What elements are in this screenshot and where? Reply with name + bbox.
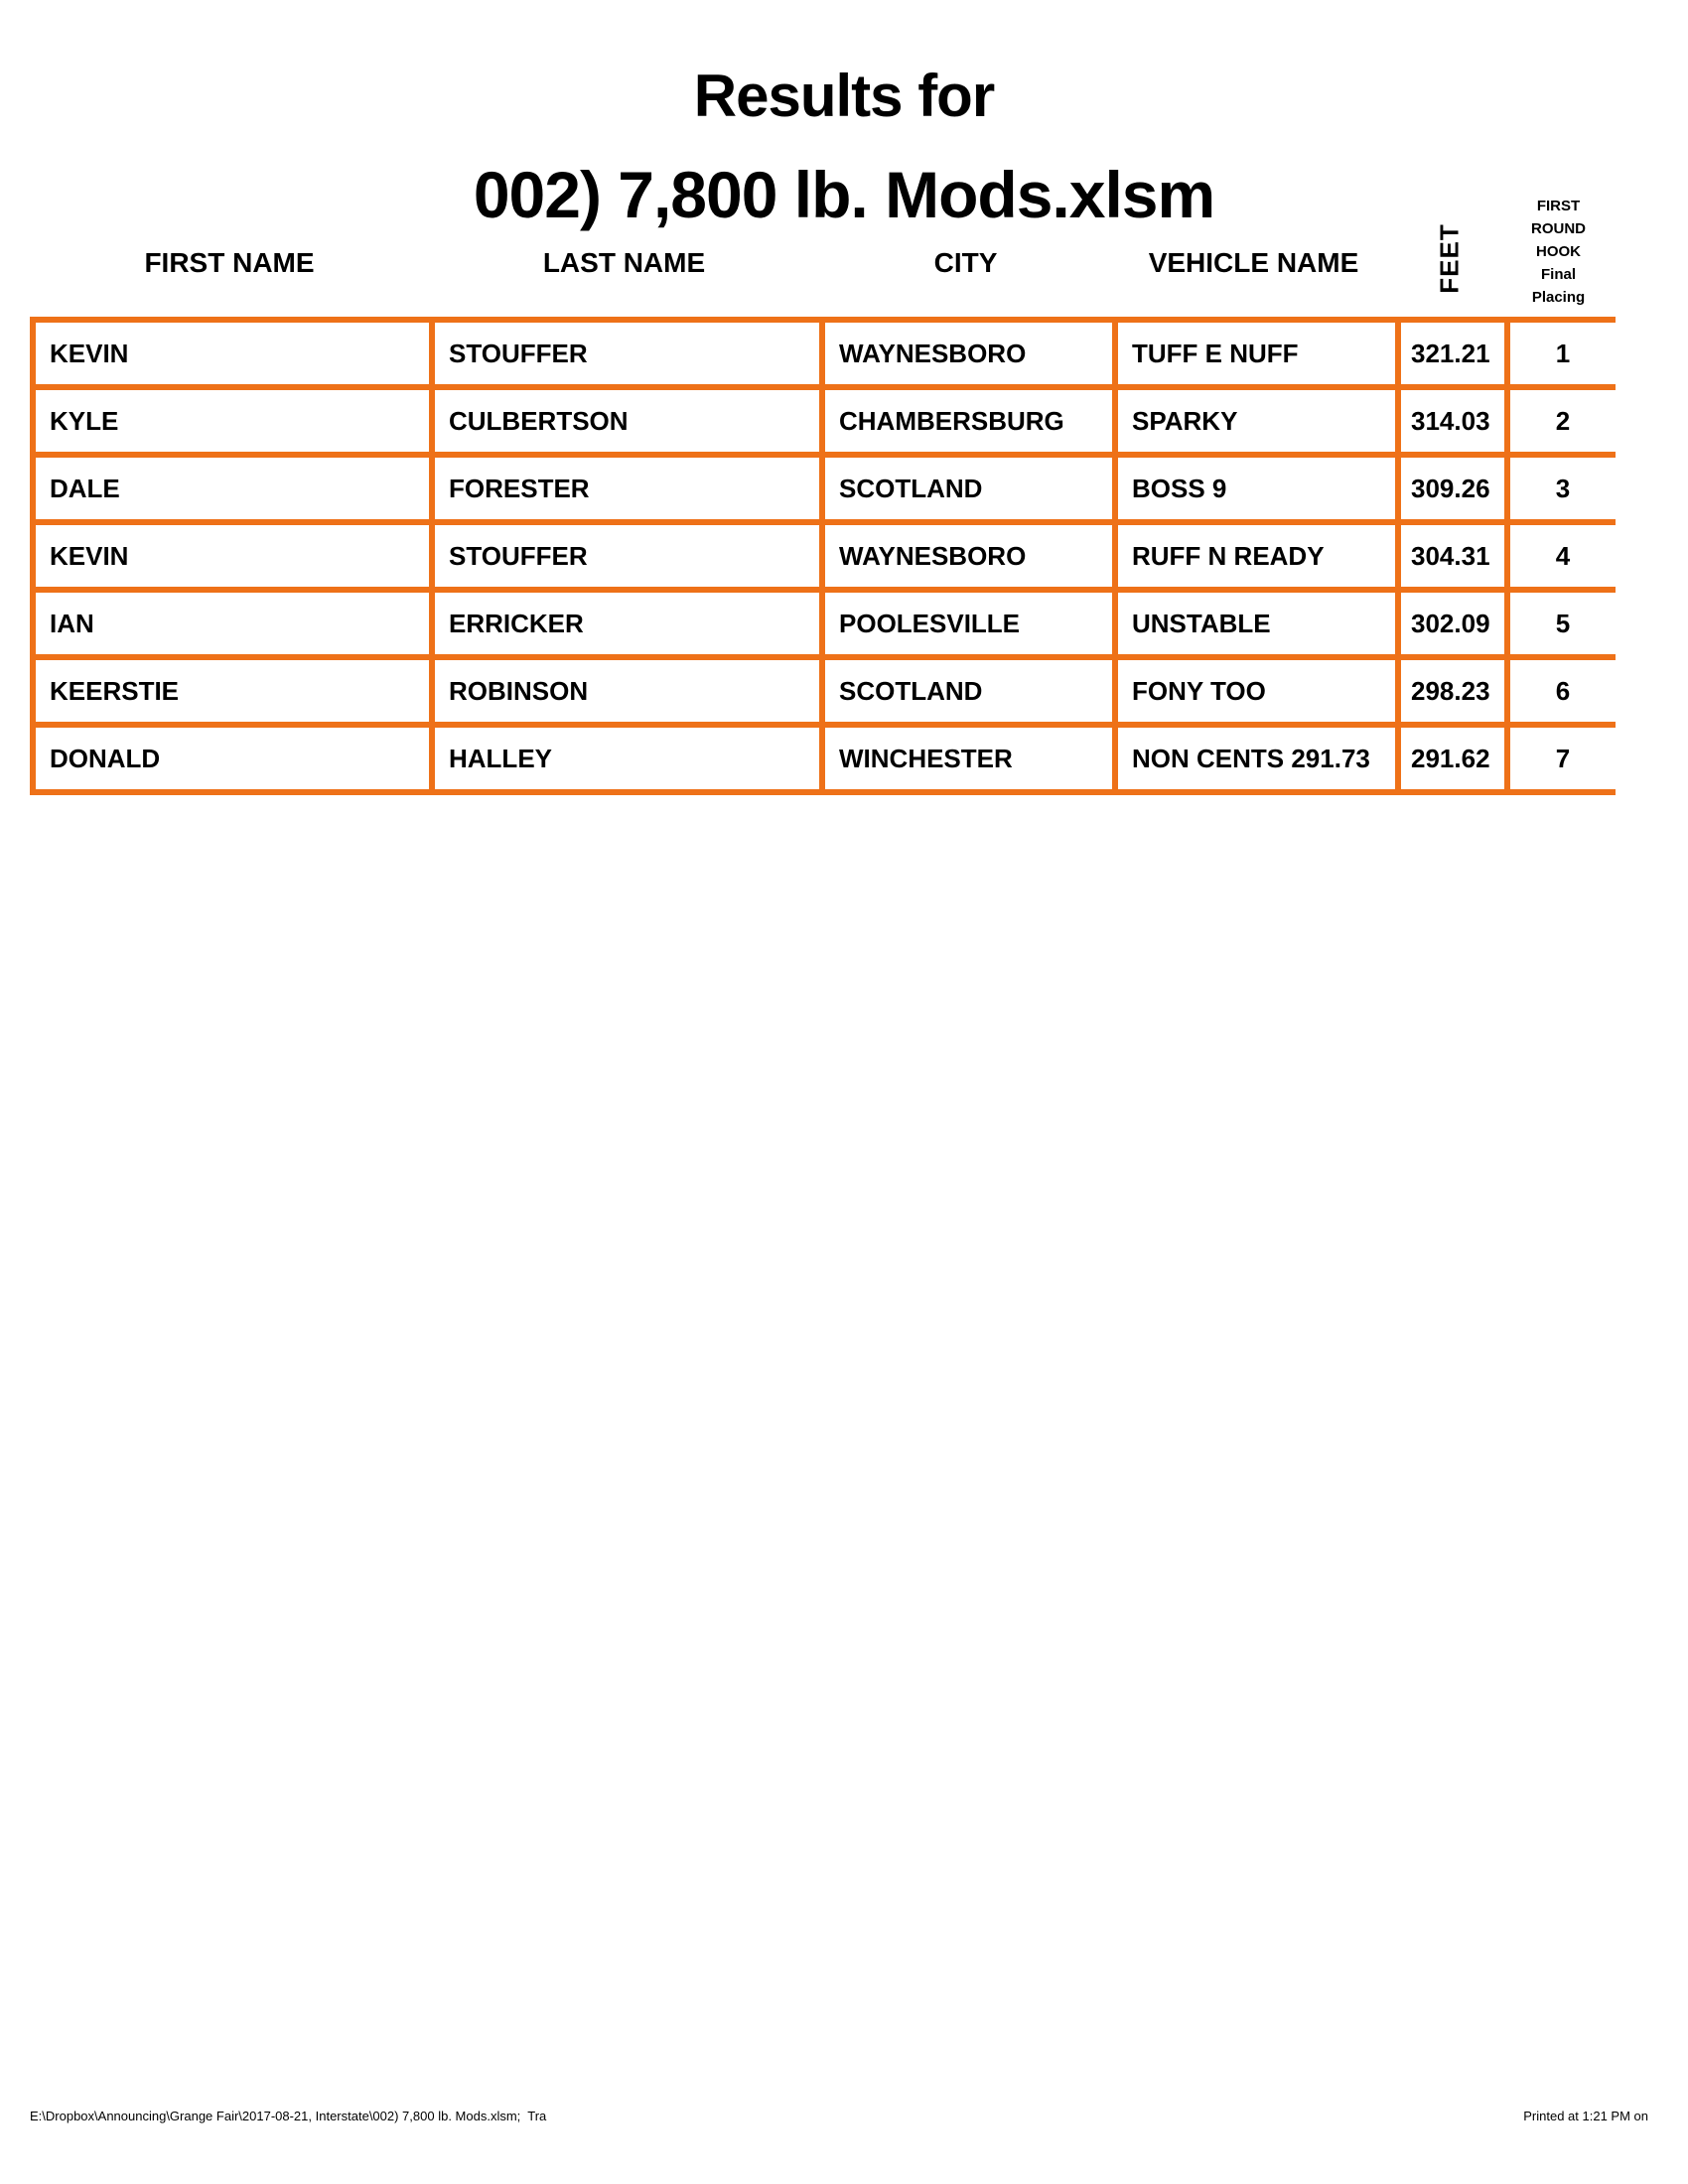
file-title: 002) 7,800 lb. Mods.xlsm (473, 158, 1215, 231)
cell-city: POOLESVILLE (822, 590, 1115, 657)
header-city: CITY (933, 247, 998, 278)
cell-first-name: KYLE (33, 387, 432, 455)
cell-placing: 2 (1507, 387, 1616, 455)
cell-feet: 314.03 (1398, 387, 1507, 455)
cell-city: WINCHESTER (822, 725, 1115, 792)
cell-city: WAYNESBORO (822, 320, 1115, 387)
hook-line-1: FIRST (1536, 198, 1581, 214)
cell-first-name: KEVIN (33, 320, 432, 387)
cell-vehicle-name: FONY TOO (1115, 657, 1398, 725)
cell-vehicle-name: NON CENTS 291.73 (1115, 725, 1398, 792)
table-row (33, 320, 1616, 387)
header-first-round-hook (1504, 195, 1613, 309)
table-row (33, 522, 1616, 590)
cell-city: WAYNESBORO (822, 522, 1115, 590)
cell-placing: 6 (1507, 657, 1616, 725)
results-table (30, 317, 1616, 795)
cell-placing: 5 (1507, 590, 1616, 657)
cell-vehicle-name: BOSS 9 (1115, 455, 1398, 522)
cell-last-name: ERRICKER (432, 590, 822, 657)
cell-last-name: CULBERTSON (432, 387, 822, 455)
hook-line-5: Placing (1531, 289, 1586, 306)
cell-first-name: DONALD (33, 725, 432, 792)
cell-vehicle-name: SPARKY (1115, 387, 1398, 455)
hook-line-2: ROUND (1531, 220, 1586, 237)
cell-placing: 3 (1507, 455, 1616, 522)
footer-printed-time: Printed at 1:21 PM on (1523, 2109, 1648, 2123)
table-row (33, 590, 1616, 657)
cell-placing: 1 (1507, 320, 1616, 387)
cell-last-name: FORESTER (432, 455, 822, 522)
cell-last-name: STOUFFER (432, 320, 822, 387)
cell-first-name: KEVIN (33, 522, 432, 590)
footer-file-path: E:\Dropbox\Announcing\Grange Fair\2017-08-21, Interstate\002) 7,800 lb. Mods.xlsm; Tra (30, 2109, 547, 2123)
table-row (33, 387, 1616, 455)
cell-city: SCOTLAND (822, 455, 1115, 522)
hook-line-4: Final (1540, 266, 1576, 283)
header-last-name: LAST NAME (542, 247, 706, 278)
cell-feet: 321.21 (1398, 320, 1507, 387)
cell-feet: 309.26 (1398, 455, 1507, 522)
cell-feet: 302.09 (1398, 590, 1507, 657)
header-feet (1395, 218, 1504, 298)
header-vehicle-name: VEHICLE NAME (1148, 247, 1359, 278)
cell-feet: 291.62 (1398, 725, 1507, 792)
cell-feet: 298.23 (1398, 657, 1507, 725)
page-title: Results for (693, 63, 995, 129)
hook-line-3: HOOK (1536, 243, 1581, 260)
cell-placing: 7 (1507, 725, 1616, 792)
cell-first-name: DALE (33, 455, 432, 522)
header-feet-label: FEET (1434, 222, 1465, 294)
table-row (33, 455, 1616, 522)
cell-placing: 4 (1507, 522, 1616, 590)
cell-vehicle-name: TUFF E NUFF (1115, 320, 1398, 387)
table-row (33, 657, 1616, 725)
cell-city: SCOTLAND (822, 657, 1115, 725)
cell-feet: 304.31 (1398, 522, 1507, 590)
cell-last-name: HALLEY (432, 725, 822, 792)
cell-last-name: STOUFFER (432, 522, 822, 590)
table-row (33, 725, 1616, 792)
cell-last-name: ROBINSON (432, 657, 822, 725)
cell-vehicle-name: RUFF N READY (1115, 522, 1398, 590)
cell-vehicle-name: UNSTABLE (1115, 590, 1398, 657)
cell-first-name: KEERSTIE (33, 657, 432, 725)
cell-city: CHAMBERSBURG (822, 387, 1115, 455)
cell-first-name: IAN (33, 590, 432, 657)
header-first-name: FIRST NAME (144, 247, 315, 278)
